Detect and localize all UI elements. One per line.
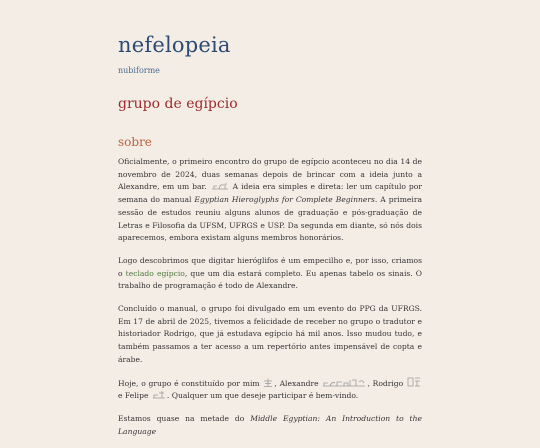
paragraph-text: Oficialmente, o primeiro encontro do grupo de egípcio aconteceu no dia 14 de novembro de 2024, duas semanas depois de brincar com a ideia junto a Alexandre, em um bar. bbox=[118, 157, 422, 192]
paragraph-keyboard bbox=[118, 255, 422, 293]
paragraph-text: , que um dia estará completo. Eu apenas tabelo os sinais. O trabalho de programação é todo de Alexandre. bbox=[118, 268, 422, 291]
site-title[interactable]: nefelopeia bbox=[118, 33, 231, 57]
hieroglyph-name-alexandre-icon bbox=[322, 378, 366, 387]
paragraph-text: , Rodrigo bbox=[367, 378, 404, 388]
paragraph-text: Hoje, o grupo é constituído por mim bbox=[118, 378, 260, 388]
page-title: grupo de egípcio bbox=[118, 96, 238, 112]
site-subtitle: nubiforme bbox=[118, 66, 160, 75]
paragraph-text: Estamos quase na metade do bbox=[118, 413, 245, 423]
paragraph-event bbox=[118, 303, 422, 367]
section-heading: sobre bbox=[118, 135, 152, 149]
book-title: Middle Egyptian: An Introduction to the Language bbox=[118, 413, 422, 436]
paragraph-text: . Qualquer um que deseje participar é bem-vindo. bbox=[166, 391, 359, 401]
paragraph-text: . A primeira sessão de estudos reuniu alguns alunos de graduação e pós-graduação de Letras e Filosofia da UFSM, UFRGS e USP. Da segunda em diante, só nós dois aparecemos, embora existam alguns membros honorários. bbox=[118, 195, 422, 243]
paragraph-text: , Alexandre bbox=[274, 378, 319, 388]
keyboard-link[interactable]: teclado egípcio bbox=[125, 268, 185, 278]
hieroglyph-name-rodrigo-icon bbox=[407, 377, 421, 387]
book-title: Egyptian Hieroglyphs for Complete Beginners bbox=[194, 195, 375, 205]
paragraph-text: Concluído o manual, o grupo foi divulgado em um evento do PPG da UFRGS. Em 17 de abril de 2025, tivemos a felicidade de receber no grupo o tradutor e historiador Rodrigo, que já estudava egípcio há mil anos. Isso mudou tudo, e também passamos a ter acesso a um repertório antes impensável de copta e árabe. bbox=[118, 304, 422, 364]
paragraph-text: A ideia era simples e direta: ler um capítulo por semana do manual bbox=[118, 182, 422, 205]
paragraph-current bbox=[118, 413, 422, 438]
paragraph-text: Logo descobrimos que digitar hieróglifos é um empecilho e, por isso, criamos o bbox=[118, 255, 422, 278]
seated-man-glyph-icon bbox=[211, 182, 229, 190]
paragraph-members bbox=[118, 377, 422, 403]
paragraph-intro bbox=[118, 156, 422, 245]
hieroglyph-name-self-icon bbox=[263, 378, 273, 387]
hieroglyph-name-felipe-icon bbox=[152, 390, 166, 399]
paragraph-text: e Felipe bbox=[118, 391, 149, 401]
article-body bbox=[118, 156, 422, 448]
